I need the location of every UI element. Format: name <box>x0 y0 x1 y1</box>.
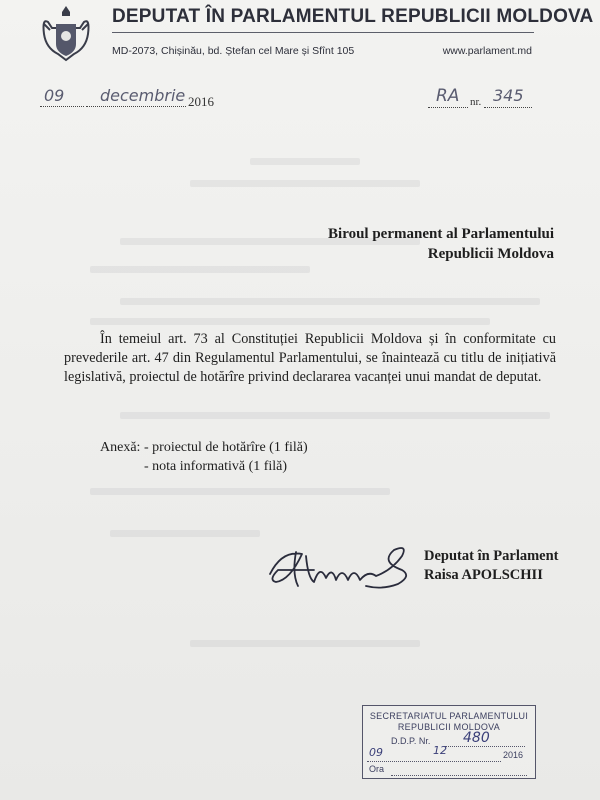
letterhead-website: www.parlament.md <box>442 45 532 57</box>
registration-nr-label: nr. <box>470 96 482 108</box>
stamp-ora-label: Ora <box>369 764 385 774</box>
letterhead-title: DEPUTAT ÎN PARLAMENTUL REPUBLICII MOLDOVA <box>112 6 594 27</box>
signatory-name: Raisa APOLSCHII <box>424 567 543 583</box>
annex-item: - nota informativă (1 filă) <box>144 459 288 474</box>
stamp-date-line <box>367 761 501 762</box>
registration-stamp <box>362 705 536 779</box>
stamp-month: 12 <box>433 744 447 757</box>
signatory-role: Deputat în Parlament <box>424 548 559 564</box>
bleed-through-mark <box>120 412 550 419</box>
bleed-through-mark <box>190 640 420 647</box>
bleed-through-mark <box>110 530 260 537</box>
handwritten-signature-icon <box>262 530 422 598</box>
date-month: decembrie <box>100 86 186 105</box>
recipient-block <box>328 224 554 264</box>
bleed-through-mark <box>250 158 360 165</box>
stamp-ddp-number: 480 <box>463 730 490 746</box>
stamp-ddp-label: D.D.P. Nr. <box>391 736 431 746</box>
bleed-through-mark <box>120 298 540 305</box>
stamp-day: 09 <box>369 746 383 759</box>
registration-prefix: RA <box>436 86 460 106</box>
registration-number: 345 <box>493 86 524 105</box>
stamp-number-line <box>445 746 525 747</box>
stamp-institution-country: REPUBLICII MOLDOVA <box>397 722 501 732</box>
stamp-year: 2016 <box>503 750 524 760</box>
coat-of-arms-icon <box>40 4 92 64</box>
stamp-ora-line <box>391 775 527 776</box>
stamp-institution: SECRETARIATUL PARLAMENTULUI <box>369 711 529 721</box>
body-text <box>64 330 556 387</box>
body-paragraph: În temeiul art. 73 al Constituției Republicii Moldova și în conformitate cu prevederile art. 47 din Regulamentul Parlamentului, se înaintează cu titlu de inițiativă legislativă, proiectul de hotărîre privind declararea vacanței unui mandat de deputat. <box>64 331 556 385</box>
letterhead-address: MD-2073, Chișinău, bd. Ștefan cel Mare și Sfînt 105 <box>112 45 355 57</box>
registration-prefix-line <box>428 107 468 108</box>
date-day: 09 <box>44 86 65 105</box>
recipient-line1: Biroul permanent al Parlamentului <box>328 226 554 242</box>
bleed-through-mark <box>90 266 310 273</box>
date-year: 2016 <box>188 94 214 109</box>
bleed-through-mark <box>90 488 390 495</box>
annex-item: - proiectul de hotărîre (1 filă) <box>144 440 308 455</box>
annex-label: Anexă: <box>100 440 141 455</box>
letterhead-divider <box>112 32 534 33</box>
bleed-through-mark <box>190 180 420 187</box>
date-day-line <box>40 106 84 107</box>
recipient-line2: Republicii Moldova <box>427 246 554 262</box>
bleed-through-mark <box>90 318 490 325</box>
registration-number-line <box>484 107 532 108</box>
date-month-line <box>86 106 186 107</box>
